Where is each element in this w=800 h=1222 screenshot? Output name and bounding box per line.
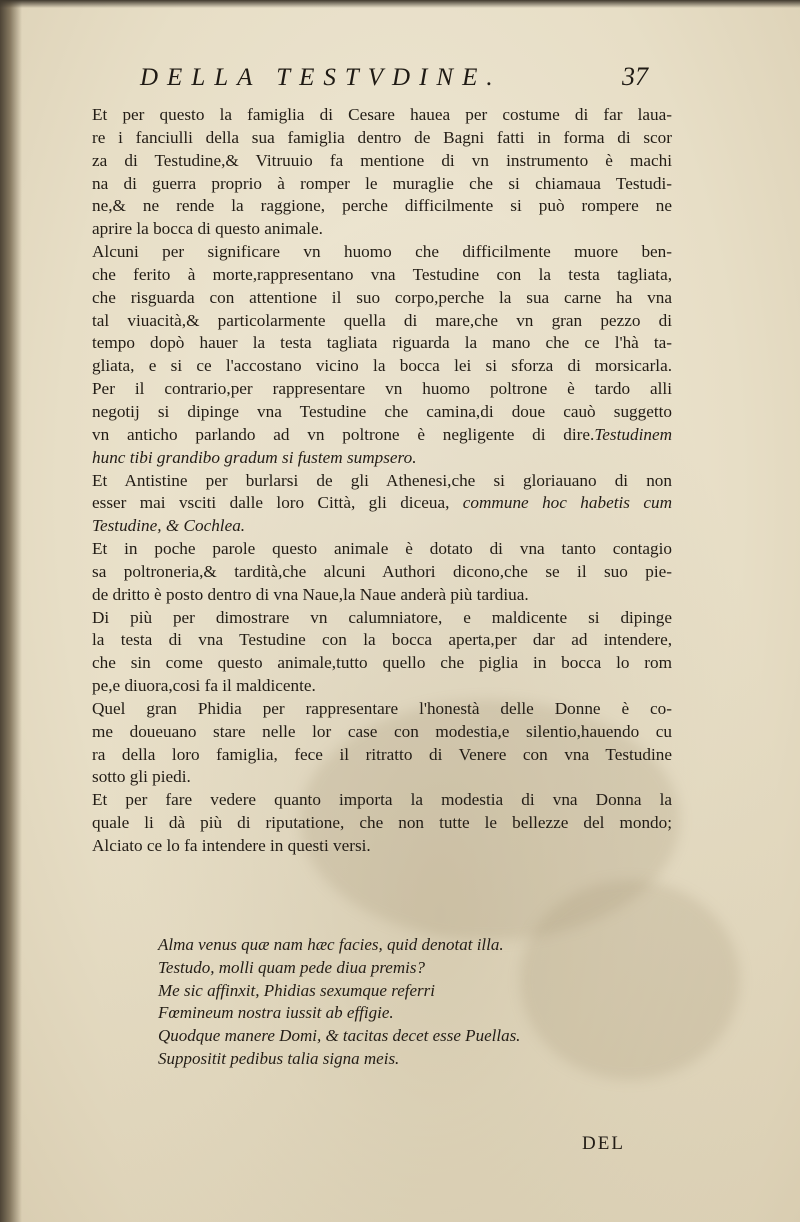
italic-quote-line: hunc tibi grandibo gradum si fustem sumpsero. — [92, 447, 417, 467]
verse-line: Testudo, molli quam pede diua premis? — [158, 957, 425, 977]
text-line: tempo dopò hauer la testa tagliata riguarda la mano che ce l'hà ta- — [92, 333, 672, 353]
page-top-edge — [0, 0, 800, 8]
text-line: gliata, e si ce l'accostano vicino la bocca lei si sforza di morsicarla. — [92, 356, 672, 376]
text-line: na di guerra proprio à romper le muraglie che si chiamaua Testudi- — [92, 173, 672, 193]
text-line: Alcuni per significare vn huomo che difficilmente muore ben- — [92, 242, 672, 262]
text-line: Per il contrario,per rappresentare vn huomo poltrone è tardo alli — [92, 379, 672, 399]
verse-line: Suppositit pedibus talia signa meis. — [158, 1048, 400, 1068]
text-line: de dritto è posto dentro di vna Naue,la Naue anderà più tardiua. — [92, 584, 529, 604]
verse-line: Fœmineum nostra iussit ab effigie. — [158, 1003, 394, 1023]
text-line: quale li dà più di riputatione, che non tutte le bellezze del mondo; — [92, 813, 672, 833]
text-line: che risguarda con attentione il suo corpo,perche la sua carne ha vna — [92, 287, 672, 307]
verse-line: Alma venus quæ nam hæc facies, quid denotat illa. — [158, 935, 504, 954]
text-line: negotij si dipinge vna Testudine che camina,di doue cauò suggetto — [92, 401, 672, 421]
text-line: Et per fare vedere quanto importa la modestia di vna Donna la — [92, 790, 672, 810]
text-line: che sin come questo animale,tutto quello che piglia in bocca lo rom — [92, 653, 672, 673]
text-line: aprire la bocca di questo animale. — [92, 219, 323, 239]
text-line: Et in poche parole questo animale è dotato di vna tanto contagio — [92, 539, 672, 559]
page-gutter-shadow — [0, 0, 22, 1222]
text-line: che ferito à morte,rappresentano vna Testudine con la testa tagliata, — [92, 264, 672, 284]
text-line: la testa di vna Testudine con la bocca aperta,per dar ad intendere, — [92, 630, 672, 650]
italic-quote: Testudinem — [594, 424, 672, 444]
text-line: Et Antistine per burlarsi de gli Athenesi,che si gloriauano di non — [92, 470, 672, 490]
text-line: tal viuacità,& particolarmente quella di mare,che vn gran pezzo di — [92, 310, 672, 330]
verse-line: Me sic affinxit, Phidias sexumque referri — [158, 980, 435, 1000]
text-line: pe,e diuora,cosi fa il maldicente. — [92, 676, 316, 696]
text-line: Di più per dimostrare vn calumniatore, e maldicente si dipinge — [92, 607, 672, 627]
italic-quote: commune hoc habetis cum — [462, 493, 673, 513]
text-line: ne,& ne rende la raggione, perche difficilmente si può rompere ne — [92, 196, 672, 216]
text-line: sa poltroneria,& tardità,che alcuni Authori dicono,che se il suo pie- — [92, 561, 672, 581]
text-line: me doueuano stare nelle lor case con modestia,e silentio,hauendo cu — [92, 721, 672, 741]
text-line: ra della loro famiglia, fece il ritratto di Venere con vna Testudine — [92, 744, 672, 764]
running-head: DELLA TESTVDINE. — [140, 64, 502, 91]
text-line: Et per questo la famiglia di Cesare hauea per costume di far laua- — [92, 105, 672, 124]
text-segment: vn anticho parlando ad vn poltrone è negligente di dire. — [92, 424, 595, 444]
verse-block — [158, 934, 598, 1071]
text-segment: esser mai vsciti dalle loro Città, gli diceua, — [92, 493, 450, 513]
text-line-with-italic — [92, 492, 672, 515]
text-line: Quel gran Phidia per rappresentare l'honestà delle Donne è co- — [92, 698, 672, 718]
page-number: 37 — [622, 62, 648, 91]
text-line: Alciato ce lo fa intendere in questi versi. — [92, 836, 371, 855]
text-line-with-italic — [92, 424, 672, 447]
catchword: DEL — [582, 1133, 625, 1154]
italic-quote-line: Testudine, & Cochlea. — [92, 516, 246, 536]
text-line: sotto gli piedi. — [92, 767, 191, 787]
verse-line: Quodque manere Domi, & tacitas decet esse Puellas. — [158, 1026, 521, 1046]
text-line: za di Testudine,& Vitruuio fa mentione di vn instrumento è machi — [92, 150, 672, 170]
body-text — [92, 104, 672, 858]
text-line: re i fanciulli della sua famiglia dentro de Bagni fatti in forma di scor — [92, 127, 672, 147]
